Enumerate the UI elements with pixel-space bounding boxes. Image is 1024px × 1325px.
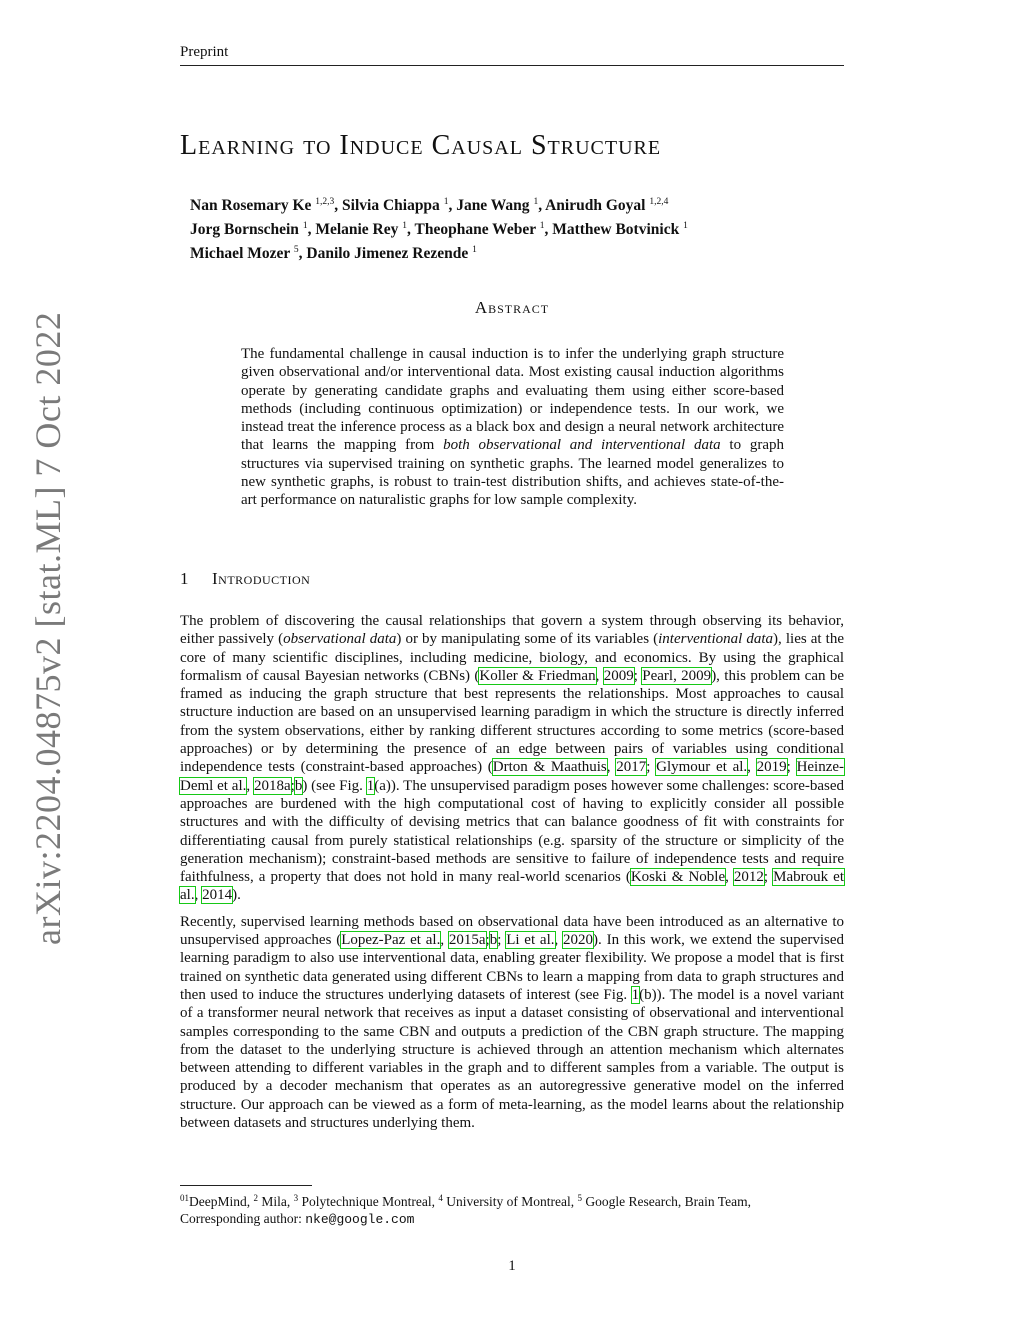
text-segment: , xyxy=(194,887,203,904)
section-number: 1 xyxy=(180,569,189,588)
paragraph xyxy=(180,612,844,905)
section-heading-introduction xyxy=(180,569,310,589)
author-name: Matthew Botvinick xyxy=(552,221,680,238)
text-segment: , xyxy=(747,759,757,776)
paragraph xyxy=(180,913,844,1133)
citation-link[interactable]: Li et al. xyxy=(506,932,555,949)
abstract-text-segment: to graph structures via supervised training on synthetic graphs. The learned model generalizes to new synthetic graphs, is robust to train-test distribution shifts, and achieves state-of-the-art performance on naturalistic graphs for low sample complexity. xyxy=(241,437,784,509)
citation-link[interactable]: 2019 xyxy=(756,759,787,776)
citation-link[interactable]: 2012 xyxy=(733,869,764,886)
abstract-text xyxy=(241,345,784,510)
text-segment: ; xyxy=(763,869,774,886)
author-name: Melanie Rey xyxy=(315,221,399,238)
emphasis-text: observational data xyxy=(283,631,397,648)
author-affiliation: 1 xyxy=(472,245,477,255)
author-name: Michael Mozer xyxy=(190,245,290,262)
abstract-heading: Abstract xyxy=(474,298,550,317)
citation-link[interactable]: 2014 xyxy=(202,887,233,904)
footnote-marker: 01 xyxy=(180,1193,189,1203)
header-rule xyxy=(180,65,844,66)
affiliation-text: Mila, xyxy=(258,1194,294,1209)
citation-link[interactable]: Glymour et al. xyxy=(656,759,748,776)
citation-link[interactable]: Koller & Friedman xyxy=(479,667,596,684)
text-segment: ). In this work, we extend the supervised learning paradigm to also use interventional data, enabling greater flexibility. We propose a model that is first trained on synthetic data generated using different CBNs to learn a mapping from data to graph structures and then used to induce the structures underlying datasets of interest (see Fig. xyxy=(180,932,845,1003)
footnote-marker: 4 xyxy=(438,1193,443,1203)
text-segment: Recently, supervised learning methods based on observational data have been introduced as an alternative to unsupervised approaches ( xyxy=(180,913,844,949)
text-segment: ; xyxy=(497,932,507,949)
text-segment: ; xyxy=(290,777,295,794)
author-name: Silvia Chiappa xyxy=(342,197,440,214)
author-name: Anirudh Goyal xyxy=(545,197,646,214)
figure-reference-link[interactable]: 1 xyxy=(366,777,375,794)
paper-title: Learning to Induce Causal Structure xyxy=(180,130,662,161)
author-list xyxy=(190,192,688,264)
author-affiliation: 5 xyxy=(293,245,299,255)
text-segment: ), this problem can be framed as inducing the graph structure that best represents the relationships. Most approaches to causal structure induction are based on an unsupervised learning paradigm in which the structure is directly inferred from the system observations, either by ranking different structures according to some metrics (score-based approaches) or by determining the presence of an edge between pairs of variables using conditional independence tests (constraint-based approaches) ( xyxy=(180,667,844,776)
author-line: Michael Mozer $^5$, Danilo Jimenez Rezende $^1$ xyxy=(190,245,477,262)
text-segment: , xyxy=(246,777,254,794)
text-segment: (b)). The model is a novel variant of a transformer neural network that receives as input a dataset consisting of observational and interventional samples corresponding to the same CBN and outputs a prediction of the CBN graph structure. The mapping from the dataset to the underlying structure is achieved through an attention mechanism which alternates between attending to different variables in the graph and to different samples from a variable. The output is produced by a decoder mechanism that operates as an autoregressive generative model on the inferred structure. Our approach can be viewed as a form of meta-learning, as the model learns about the relationship between datasets and structures underlying them. xyxy=(180,986,844,1132)
corresponding-author-email[interactable]: nke@google.com xyxy=(305,1212,415,1227)
footnote-marker: 3 xyxy=(293,1193,299,1203)
footnote-marker: 2 xyxy=(253,1193,258,1203)
author-affiliation: 1 xyxy=(302,221,308,231)
text-segment: ; xyxy=(485,932,490,949)
affiliation-text: DeepMind, xyxy=(189,1194,254,1209)
running-header: Preprint xyxy=(180,44,229,60)
citation-link[interactable]: 2018a xyxy=(253,777,291,794)
text-segment: ; xyxy=(786,759,797,776)
text-segment: ). xyxy=(232,887,241,904)
citation-link[interactable]: 2015a xyxy=(448,932,486,949)
text-segment: The problem of discovering the causal relationships that govern a system through observing its behavior, either passively ( xyxy=(180,613,844,648)
citation-link[interactable]: Drton & Maathuis xyxy=(492,759,607,776)
author-affiliation: 1 xyxy=(539,221,545,231)
author-affiliation: 1 xyxy=(533,197,539,207)
footnote-marker: 5 xyxy=(577,1193,582,1203)
citation-link[interactable]: 2009 xyxy=(603,667,634,684)
author-name: Jorg Bornschein xyxy=(190,221,299,238)
citation-link[interactable]: 2017 xyxy=(616,759,647,776)
author-name: Danilo Jimenez Rezende xyxy=(306,245,469,262)
citation-link[interactable]: Heinze-Deml et al. xyxy=(180,759,845,794)
text-segment: , xyxy=(554,932,564,949)
author-affiliation: 1 xyxy=(443,197,449,207)
introduction-body xyxy=(180,612,844,1140)
affiliation-text: Polytechnique Montreal, xyxy=(298,1194,439,1209)
citation-link[interactable]: 2020 xyxy=(563,932,594,949)
section-title: Introduction xyxy=(212,569,311,588)
author-affiliation: 1,2,3 xyxy=(315,197,335,207)
affiliation-text: University of Montreal, xyxy=(442,1194,578,1209)
citation-link[interactable]: Pearl, 2009 xyxy=(642,667,712,684)
author-line: Jorg Bornschein $^1$, Melanie Rey $^1$, Theophane Weber $^1$, Matthew Botvinick $^1$ xyxy=(190,221,688,238)
affiliation-footnote xyxy=(180,1190,848,1228)
author-name: Theophane Weber xyxy=(414,221,536,238)
footnote-rule xyxy=(180,1185,312,1186)
author-affiliation: 1,2,4 xyxy=(649,197,669,207)
emphasis-text: interventional data xyxy=(658,631,774,648)
text-segment: , xyxy=(595,667,604,684)
abstract-text-segment: The fundamental challenge in causal induction is to infer the underlying graph structure given observational and/or interventional data. Most existing causal induction algorithms operate by generating candidate graphs and evaluating them using either score-based methods (including continuous optimization) or independence tests. In our work, we instead treat the inference process as a black box and design a neural network architecture that learns the mapping from xyxy=(241,346,784,454)
citation-link[interactable]: b xyxy=(489,932,498,949)
abstract-emphasis: both observational and interventional data xyxy=(443,437,721,454)
author-affiliation: 1 xyxy=(683,221,688,231)
citation-link[interactable]: b xyxy=(294,777,303,794)
text-segment: ) or by manipulating some of its variables ( xyxy=(396,631,659,648)
text-segment: (a)). The unsupervised paradigm poses however some challenges: score-based approaches are burdened with the high computational cost of having to explicitly consider all possible structures and with the difficulty of devising metrics that can balance goodness of fit with constraints for differentiating causal from purely statistical relationships (e.g. sparsity of the structure or simplicity of the generation mechanism); constraint-based methods are sensitive to failure of independence tests and require faithfulness, a property that does not hold in many real-world scenarios ( xyxy=(180,777,844,886)
author-line: Nan Rosemary Ke $^{1,2,3}$, Silvia Chiappa $^1$, Jane Wang $^1$, Anirudh Goyal $^{1,2,4}$ xyxy=(190,197,669,214)
text-segment: ), lies at the core of many scientific disciplines, including medicine, biology, and economics. By using the graphical formalism of causal Bayesian networks (CBNs) ( xyxy=(180,631,844,684)
page-number: 1 xyxy=(508,1258,516,1274)
text-segment: , xyxy=(440,932,449,949)
corresponding-author-label: Corresponding author: xyxy=(180,1211,306,1226)
author-name: Nan Rosemary Ke xyxy=(190,197,312,214)
text-segment: , xyxy=(606,759,617,776)
text-segment: ; xyxy=(646,759,657,776)
author-affiliation: 1 xyxy=(402,221,408,231)
citation-link[interactable]: Lopez-Paz et al. xyxy=(341,932,441,949)
citation-link[interactable]: Mabrouk et al. xyxy=(180,869,845,904)
text-segment: ; xyxy=(633,667,643,684)
text-segment: ) (see Fig. xyxy=(302,777,367,794)
citation-link[interactable]: Koski & Noble xyxy=(630,869,726,886)
author-name: Jane Wang xyxy=(456,197,530,214)
arxiv-identifier-stamp: arXiv:2204.04875v2 [stat.ML] 7 Oct 2022 xyxy=(28,311,68,945)
affiliation-text: Google Research, Brain Team, xyxy=(581,1194,751,1209)
figure-reference-link[interactable]: 1 xyxy=(631,986,640,1003)
text-segment: , xyxy=(725,869,734,886)
